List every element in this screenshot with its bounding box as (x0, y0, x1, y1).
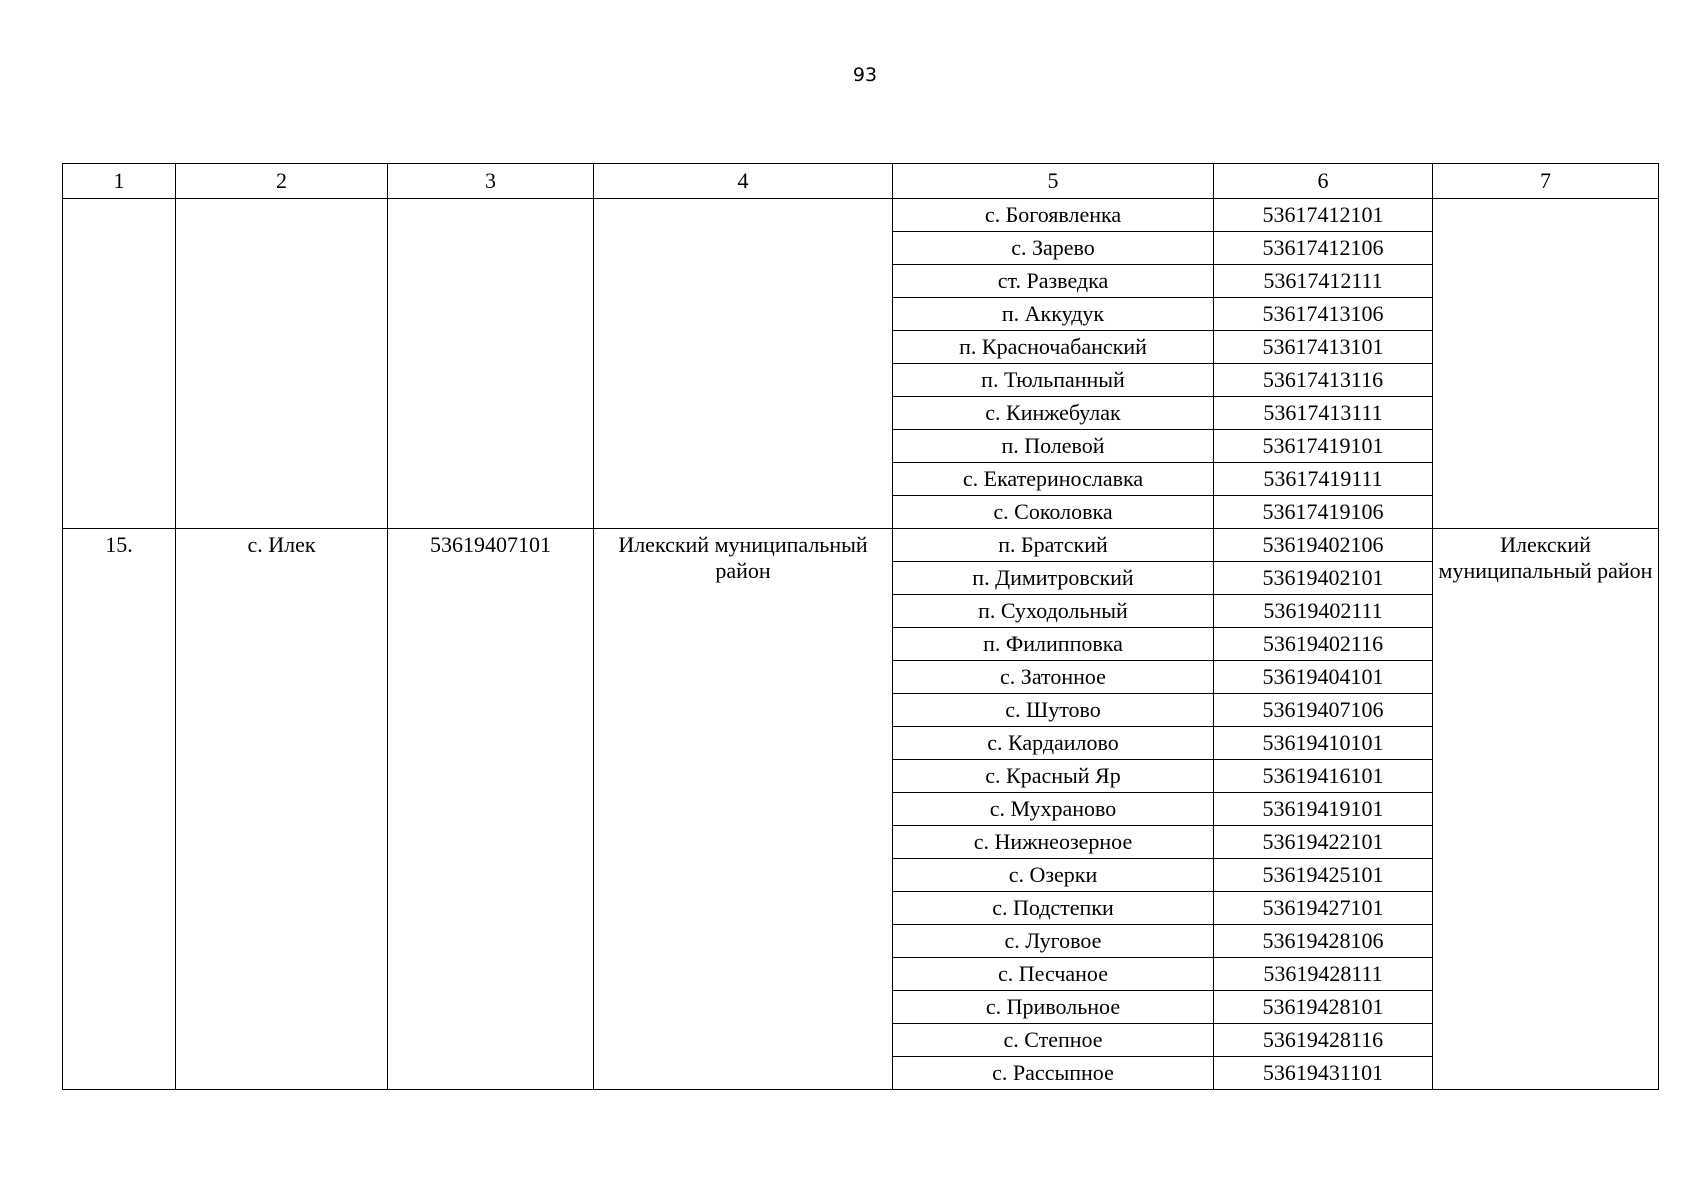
cell-settlement-code: 53617419101 (1214, 430, 1433, 463)
header-row (63, 164, 1659, 199)
cell-number (63, 199, 176, 529)
cell-settlement-name: с. Подстепки (893, 892, 1214, 925)
cell-settlement-code: 53619410101 (1214, 727, 1433, 760)
header-col-3: 3 (388, 164, 594, 199)
header-col-2: 2 (176, 164, 388, 199)
cell-settlement-name: с. Рассыпное (893, 1057, 1214, 1090)
cell-settlement-code: 53619431101 (1214, 1057, 1433, 1090)
cell-settlement-name: п. Полевой (893, 430, 1214, 463)
cell-settlement-name: с. Нижнеозерное (893, 826, 1214, 859)
cell-settlement-code: 53619407106 (1214, 694, 1433, 727)
cell-settlement-code: 53619428101 (1214, 991, 1433, 1024)
cell-settlement-name: п. Аккудук (893, 298, 1214, 331)
cell-settlement-code: 53619404101 (1214, 661, 1433, 694)
cell-settlement-code: 53617412111 (1214, 265, 1433, 298)
cell-settlement-name: с. Затонное (893, 661, 1214, 694)
table-body (63, 199, 1659, 1090)
cell-settlement-code: 53619428111 (1214, 958, 1433, 991)
cell-settlement-name: с. Песчаное (893, 958, 1214, 991)
settlements-table (62, 163, 1659, 1090)
cell-settlement-code: 53619427101 (1214, 892, 1433, 925)
cell-settlement-code: 53617413106 (1214, 298, 1433, 331)
cell-settlement-name: п. Димитровский (893, 562, 1214, 595)
table-row (63, 529, 1659, 562)
cell-settlement-code: 53619402111 (1214, 595, 1433, 628)
cell-center: с. Илек (176, 529, 388, 1090)
cell-settlement-name: с. Екатеринославка (893, 463, 1214, 496)
cell-center (176, 199, 388, 529)
cell-settlement-name: с. Озерки (893, 859, 1214, 892)
header-col-5: 5 (893, 164, 1214, 199)
cell-settlement-code: 53619402101 (1214, 562, 1433, 595)
cell-settlement-name: с. Шутово (893, 694, 1214, 727)
cell-settlement-name: п. Филипповка (893, 628, 1214, 661)
cell-settlement-name: с. Привольное (893, 991, 1214, 1024)
cell-settlement-name: с. Богоявленка (893, 199, 1214, 232)
cell-settlement-name: с. Зарево (893, 232, 1214, 265)
cell-settlement-code: 53619428116 (1214, 1024, 1433, 1057)
cell-center-code: 53619407101 (388, 529, 594, 1090)
cell-settlement-code: 53619416101 (1214, 760, 1433, 793)
header-col-1: 1 (63, 164, 176, 199)
cell-settlement-name: ст. Разведка (893, 265, 1214, 298)
cell-settlement-code: 53617413101 (1214, 331, 1433, 364)
cell-settlement-code: 53619425101 (1214, 859, 1433, 892)
cell-settlement-name: с. Степное (893, 1024, 1214, 1057)
cell-settlement-code: 53619428106 (1214, 925, 1433, 958)
cell-district: Илекский муниципальный район (594, 529, 893, 1090)
cell-settlement-code: 53619422101 (1214, 826, 1433, 859)
cell-settlement-code: 53617412101 (1214, 199, 1433, 232)
cell-district-col7: Илекский муниципальный район (1433, 529, 1659, 1090)
header-col-4: 4 (594, 164, 893, 199)
cell-settlement-name: с. Кинжебулак (893, 397, 1214, 430)
cell-center-code (388, 199, 594, 529)
cell-district-col7 (1433, 199, 1659, 529)
cell-settlement-name: п. Тюльпанный (893, 364, 1214, 397)
header-col-7: 7 (1433, 164, 1659, 199)
table-row (63, 199, 1659, 232)
cell-settlement-name: п. Суходольный (893, 595, 1214, 628)
cell-settlement-code: 53617413116 (1214, 364, 1433, 397)
cell-settlement-code: 53619419101 (1214, 793, 1433, 826)
header-col-6: 6 (1214, 164, 1433, 199)
cell-settlement-name: п. Красночабанский (893, 331, 1214, 364)
cell-number: 15. (63, 529, 176, 1090)
cell-settlement-code: 53619402106 (1214, 529, 1433, 562)
cell-settlement-name: с. Красный Яр (893, 760, 1214, 793)
cell-settlement-code: 53619402116 (1214, 628, 1433, 661)
cell-settlement-name: с. Мухраново (893, 793, 1214, 826)
page-number: 93 (852, 64, 878, 86)
table-header (63, 164, 1659, 199)
cell-settlement-name: п. Братский (893, 529, 1214, 562)
cell-settlement-code: 53617419111 (1214, 463, 1433, 496)
cell-settlement-code: 53617412106 (1214, 232, 1433, 265)
cell-settlement-code: 53617419106 (1214, 496, 1433, 529)
cell-settlement-code: 53617413111 (1214, 397, 1433, 430)
cell-settlement-name: с. Кардаилово (893, 727, 1214, 760)
cell-settlement-name: с. Соколовка (893, 496, 1214, 529)
cell-settlement-name: с. Луговое (893, 925, 1214, 958)
cell-district (594, 199, 893, 529)
